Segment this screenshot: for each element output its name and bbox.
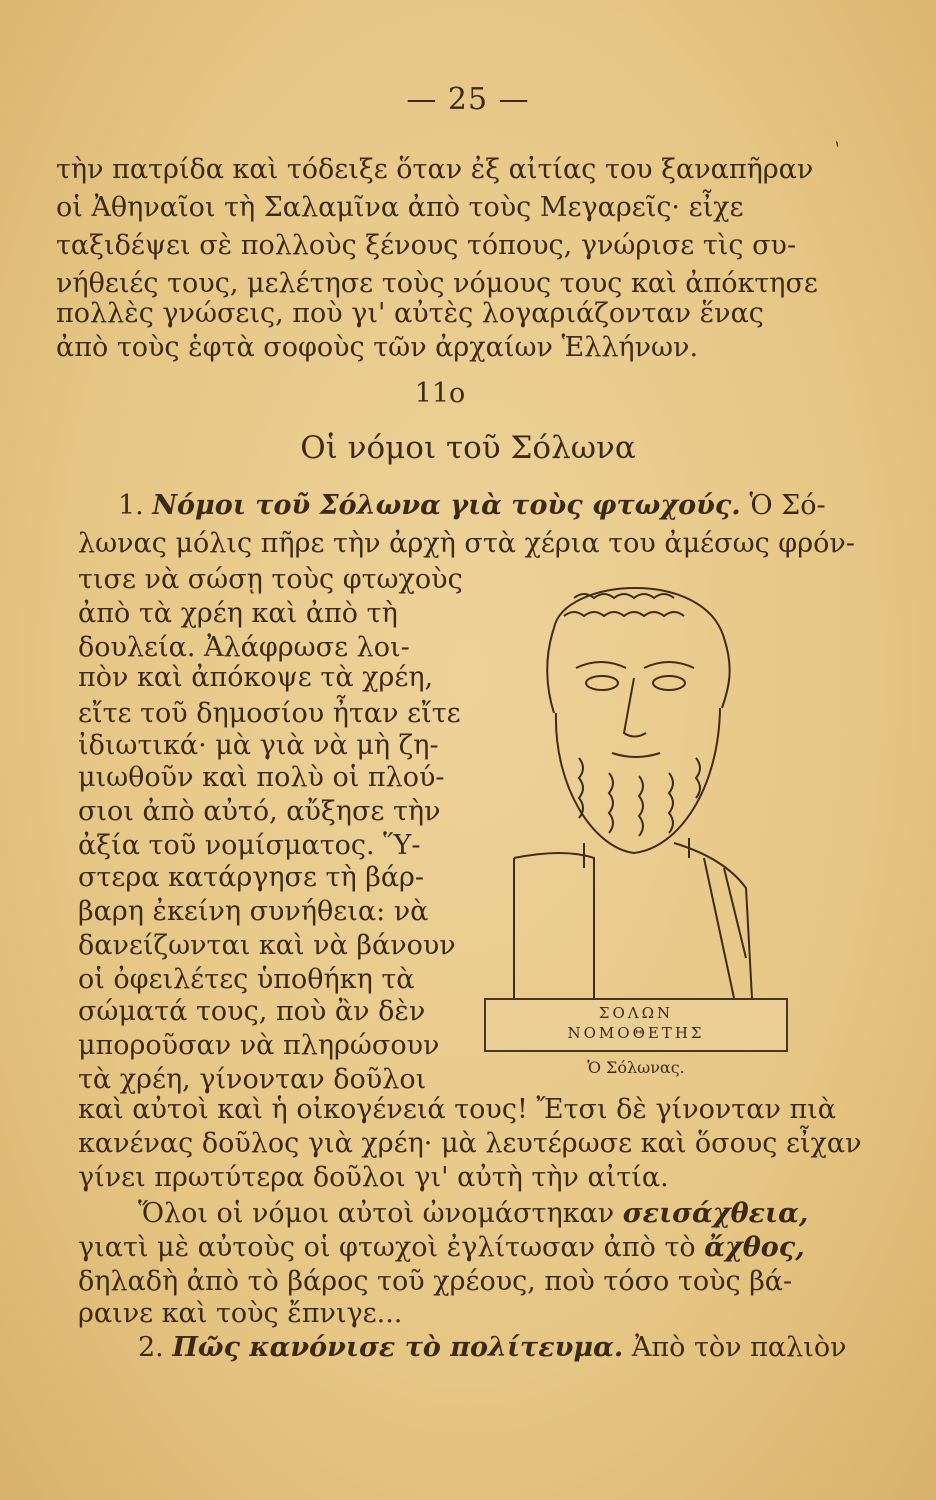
text-line: λωνας μόλις πῆρε τὴν ἀρχὴ στὰ χέρια του ἀμέσως φρόν- bbox=[78, 528, 855, 559]
text-line: ἀξία τοῦ νομίσματος. Ὕ- bbox=[78, 830, 421, 861]
paragraph-1-first-line bbox=[118, 492, 826, 519]
paragraph-number: 1. bbox=[118, 490, 144, 521]
text-line: δηλαδὴ ἀπὸ τὸ βάρος τοῦ χρέους, ποὺ τόσο τοὺς βά- bbox=[78, 1266, 793, 1297]
text-line: οἱ ὀφειλέτες ὑποθήκη τὰ bbox=[78, 964, 415, 995]
bold-term-achthos: ἄχθος, bbox=[704, 1232, 805, 1263]
text-line: οἱ Ἀθηναῖοι τὴ Σαλαμῖνα ἀπὸ τοὺς Μεγαρεῖς· εἶχε bbox=[56, 192, 744, 223]
text-line: δανείζωνται καὶ νὰ βάνουν bbox=[78, 930, 456, 961]
text-span: Ἀπὸ τὸν παλιὸν bbox=[631, 1332, 847, 1363]
paragraph-start: Ὁ Σό- bbox=[749, 490, 826, 521]
ink-mark: ˋ bbox=[822, 138, 845, 167]
text-span: γιατὶ μὲ αὐτοὺς οἱ φτωχοὶ ἐγλίτωσαν ἀπὸ τὸ bbox=[78, 1232, 696, 1263]
text-line: ταξιδέψει σὲ πολλοὺς ξένους τόπους, γνώρισε τὶς συ- bbox=[56, 230, 797, 261]
paragraph-heading: Νόμοι τοῦ Σόλωνα γιὰ τοὺς φτωχούς. bbox=[152, 490, 741, 521]
solon-bust-illustration bbox=[484, 558, 788, 1050]
text-line: πολλὲς γνώσεις, ποὺ γι' αὐτὲς λογαριάζονταν ἕνας bbox=[56, 298, 764, 329]
text-line: κανένας δοῦλος γιὰ χρέη· μὰ λευτέρωσε καὶ ὅσους εἶχαν bbox=[78, 1128, 862, 1159]
text-line: ἰδιωτικά· μὰ γιὰ νὰ μὴ ζη- bbox=[78, 730, 439, 761]
text-line: σώματά τους, ποὺ ἂν δὲν bbox=[78, 996, 426, 1027]
text-line: βαρη ἐκείνη συνήθεια: νὰ bbox=[78, 896, 429, 927]
text-span: Ὅλοι οἱ νόμοι αὐτοὶ ὠνομάστηκαν bbox=[138, 1198, 615, 1229]
page-number: — 25 — bbox=[406, 82, 530, 117]
pedestal-frame bbox=[484, 998, 788, 1052]
text-line: εἴτε τοῦ δημοσίου ἦταν εἴτε bbox=[78, 698, 461, 729]
text-line: τὰ χρέη, γίνονταν δοῦλοι bbox=[78, 1064, 427, 1095]
text-line: νήθειές τους, μελέτησε τοὺς νόμους τους καὶ ἀπόκτησε bbox=[56, 268, 818, 299]
text-line: ἀπὸ τὰ χρέη καὶ ἀπὸ τὴ bbox=[78, 598, 398, 629]
text-line: πὸν καὶ ἀπόκοψε τὰ χρέη, bbox=[78, 662, 434, 693]
inscription-name: ΣΟΛΩΝ bbox=[598, 1004, 674, 1022]
figure-caption: Ὁ Σόλωνας. bbox=[587, 1058, 685, 1077]
text-line: δουλεία. Ἀλάφρωσε λοι- bbox=[78, 632, 410, 663]
paragraph-3-line bbox=[138, 1334, 847, 1361]
bust-drawing bbox=[484, 558, 788, 998]
section-title: Οἱ νόμοι τοῦ Σόλωνα bbox=[300, 430, 636, 466]
text-line: τὴν πατρίδα καὶ τόδειξε ὅταν ἐξ αἰτίας του ξαναπῆραν bbox=[56, 154, 814, 185]
bold-term-seisachtheia: σεισάχθεια, bbox=[622, 1198, 809, 1229]
text-line: ραινε καὶ τοὺς ἔπνιγε... bbox=[78, 1298, 403, 1329]
text-line: μιωθοῦν καὶ πολὺ οἱ πλού- bbox=[78, 762, 445, 793]
paragraph-2-line bbox=[138, 1200, 808, 1227]
section-number: 11ο bbox=[414, 378, 466, 409]
text-line: σιοι ἀπὸ αὐτό, αὔξησε τὴν bbox=[78, 796, 441, 827]
paragraph-heading: Πῶς κανόνισε τὸ πολίτευμα. bbox=[172, 1332, 624, 1363]
text-line: καὶ αὐτοὶ καὶ ἡ οἰκογένειά τους! Ἔτσι δὲ γίνονταν πιὰ bbox=[78, 1094, 837, 1125]
paragraph-2-line bbox=[78, 1234, 805, 1261]
text-line: μποροῦσαν νὰ πληρώσουν bbox=[78, 1030, 440, 1061]
text-line: γίνει πρωτύτερα δοῦλοι γι' αὐτὴ τὴν αἰτία. bbox=[78, 1162, 669, 1193]
text-line: τισε νὰ σώσῃ τοὺς φτωχοὺς bbox=[78, 564, 463, 595]
inscription-title: ΝΟΜΟΘΕΤΗΣ bbox=[567, 1024, 705, 1042]
paragraph-number: 2. bbox=[138, 1332, 164, 1363]
text-line: ἀπὸ τοὺς ἑφτὰ σοφοὺς τῶν ἀρχαίων Ἑλλήνων. bbox=[56, 332, 699, 363]
text-line: στερα κατάργησε τὴ βάρ- bbox=[78, 862, 425, 893]
